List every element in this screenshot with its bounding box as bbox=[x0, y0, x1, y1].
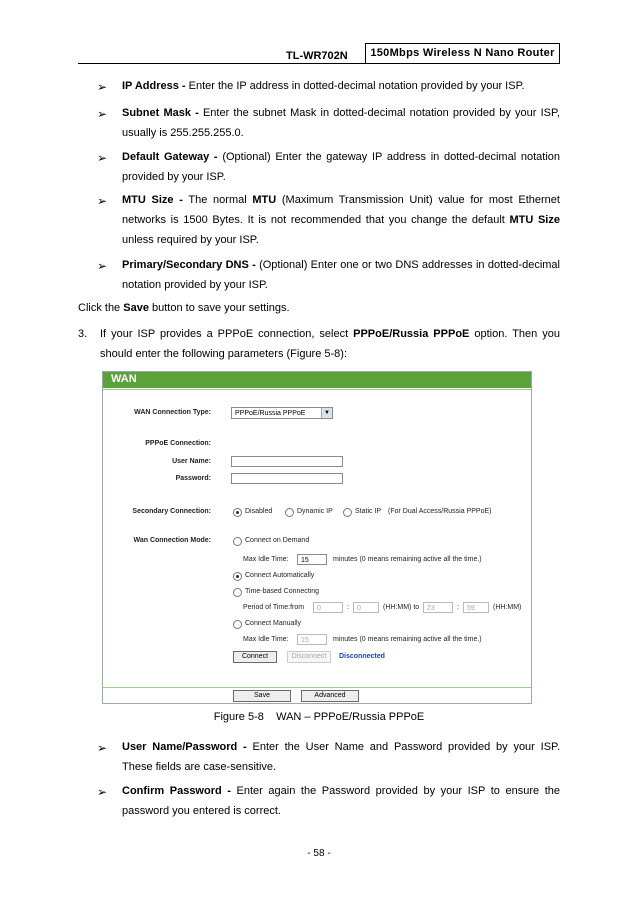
page-header bbox=[0, 43, 638, 65]
bullet-default-gateway bbox=[122, 147, 560, 187]
bullet-term: User Name/Password - bbox=[122, 741, 247, 753]
step-text: option. Then you should enter the following parameters (Figure 5-8): bbox=[100, 328, 560, 360]
hhmm-to-label: (HH:MM) to bbox=[383, 604, 420, 611]
bullet-icon: ➢ bbox=[97, 151, 108, 165]
secondary-disabled-radio[interactable] bbox=[233, 508, 242, 517]
colon-separator: : bbox=[347, 604, 349, 611]
max-idle-input[interactable]: 15 bbox=[297, 554, 327, 565]
connect-auto-label: Connect Automatically bbox=[245, 572, 315, 579]
bullet-mtu-size bbox=[122, 190, 560, 250]
bullet-term: Confirm Password - bbox=[122, 785, 231, 797]
time-based-radio[interactable] bbox=[233, 588, 242, 597]
connect-on-demand-radio[interactable] bbox=[233, 537, 242, 546]
chevron-down-icon: ▼ bbox=[321, 408, 332, 418]
bullet-term: Subnet Mask - bbox=[122, 107, 199, 119]
period-label: Period of Time:from bbox=[243, 604, 305, 611]
step-number: 3. bbox=[78, 328, 88, 340]
para-text: button to save your settings. bbox=[148, 302, 290, 314]
secondary-dynamic-radio[interactable] bbox=[285, 508, 294, 517]
divider bbox=[103, 687, 531, 688]
bullet-desc: Enter the IP address in dotted-decimal notation provided by your ISP. bbox=[185, 80, 525, 92]
pppoe-label: PPPoE Connection: bbox=[145, 440, 211, 447]
hhmm-label: (HH:MM) bbox=[493, 604, 522, 611]
time-based-label: Time-based Connecting bbox=[245, 588, 320, 595]
step-text: If your ISP provides a PPPoE connection, select bbox=[100, 328, 354, 340]
para-text: Click the bbox=[78, 302, 124, 314]
to-hour-input[interactable]: 23 bbox=[423, 602, 453, 613]
bullet-desc: Enter the subnet Mask in dotted-decimal notation provided by your ISP, usually is 255.255.255.0. bbox=[122, 107, 560, 139]
bullet-desc: (Maximum Transmission Unit) value for most Ethernet networks is 1500 Bytes. It is not recommended that you change the default bbox=[122, 194, 560, 226]
bullet-icon: ➢ bbox=[97, 107, 108, 121]
username-label: User Name: bbox=[172, 458, 211, 465]
bullet-desc: Enter again the Password provided by your ISP to ensure the password you entered is correct. bbox=[122, 785, 561, 817]
figure-caption: Figure 5-8 WAN – PPPoE/Russia PPPoE bbox=[213, 711, 425, 723]
bullet-ip-address bbox=[122, 76, 560, 96]
bullet-confirm-password bbox=[122, 781, 560, 821]
from-minute-input[interactable]: 0 bbox=[353, 602, 379, 613]
bullet-term: Primary/Secondary DNS - bbox=[122, 259, 256, 271]
bullet-icon: ➢ bbox=[97, 80, 108, 94]
secondary-static-radio[interactable] bbox=[343, 508, 352, 517]
password-input[interactable] bbox=[231, 473, 343, 484]
password-label: Password: bbox=[175, 475, 211, 482]
conn-type-label: WAN Connection Type: bbox=[134, 409, 211, 416]
disconnect-button[interactable]: Disconnect bbox=[287, 651, 331, 663]
connect-auto-radio[interactable] bbox=[233, 572, 242, 581]
connect-manual-label: Connect Manually bbox=[245, 620, 302, 627]
bullet-username-password bbox=[122, 737, 560, 777]
bullet-icon: ➢ bbox=[97, 785, 108, 799]
bullet-desc: (Optional) Enter one or two DNS addresses in dotted-decimal notation provided by your ISP. bbox=[122, 259, 560, 291]
header-product: 150Mbps Wireless N Nano Router bbox=[365, 43, 560, 64]
to-minute-input[interactable]: 59 bbox=[463, 602, 489, 613]
page-number: - 58 - bbox=[307, 848, 331, 859]
max-idle-note: minutes (0 means remaining active all the time.) bbox=[333, 636, 482, 643]
bullet-icon: ➢ bbox=[97, 259, 108, 273]
colon-separator: : bbox=[457, 604, 459, 611]
max-idle-input-manual[interactable]: 15 bbox=[297, 634, 327, 645]
conn-type-select[interactable] bbox=[231, 407, 333, 419]
bullet-desc: unless required by your ISP. bbox=[122, 234, 259, 246]
conn-type-value: PPPoE/Russia PPPoE bbox=[235, 410, 306, 417]
bullet-desc: (Optional) Enter the gateway IP address in dotted-decimal notation provided by your ISP. bbox=[122, 151, 560, 183]
secondary-note: (For Dual Access/Russia PPPoE) bbox=[388, 508, 492, 515]
divider bbox=[103, 389, 531, 390]
connect-on-demand-label: Connect on Demand bbox=[245, 537, 310, 544]
username-input[interactable] bbox=[231, 456, 343, 467]
bullet-term: MTU Size - bbox=[122, 194, 183, 206]
bullet-subnet-mask bbox=[122, 103, 560, 143]
secondary-disabled-label: Disabled bbox=[245, 508, 273, 515]
wan-screenshot bbox=[102, 371, 532, 704]
max-idle-note: minutes (0 means remaining active all the time.) bbox=[333, 556, 482, 563]
bullet-mtu-size-term: MTU Size bbox=[509, 214, 560, 226]
wan-title-bar bbox=[103, 372, 531, 388]
max-idle-label: Max Idle Time: bbox=[243, 636, 289, 643]
save-button[interactable]: Save bbox=[233, 690, 291, 702]
connect-manual-radio[interactable] bbox=[233, 620, 242, 629]
header-rule bbox=[78, 63, 560, 64]
mode-label: Wan Connection Mode: bbox=[133, 537, 211, 544]
bullet-icon: ➢ bbox=[97, 741, 108, 755]
save-paragraph bbox=[78, 298, 290, 318]
secondary-label: Secondary Connection: bbox=[132, 508, 211, 515]
bullet-term: IP Address - bbox=[122, 80, 186, 92]
bullet-dns bbox=[122, 255, 560, 295]
bullet-desc: Enter the User Name and Password provided by your ISP. These fields are case-sensitive. bbox=[122, 741, 561, 773]
from-hour-input[interactable]: 0 bbox=[313, 602, 343, 613]
secondary-dynamic-label: Dynamic IP bbox=[297, 508, 333, 515]
connection-status: Disconnected bbox=[339, 653, 385, 660]
connect-button[interactable]: Connect bbox=[233, 651, 277, 663]
bullet-mtu: MTU bbox=[252, 194, 277, 206]
max-idle-label: Max Idle Time: bbox=[243, 556, 289, 563]
bullet-desc: The normal bbox=[182, 194, 253, 206]
step-bold: PPPoE/Russia PPPoE bbox=[353, 328, 470, 340]
advanced-button[interactable]: Advanced bbox=[301, 690, 359, 702]
bullet-term: Default Gateway - bbox=[122, 151, 218, 163]
step-3-text bbox=[100, 324, 560, 364]
para-bold: Save bbox=[123, 302, 149, 314]
header-model: TL-WR702N bbox=[286, 50, 348, 62]
secondary-static-label: Static IP bbox=[355, 508, 382, 515]
wan-title: WAN bbox=[111, 373, 137, 385]
bullet-icon: ➢ bbox=[97, 194, 108, 208]
